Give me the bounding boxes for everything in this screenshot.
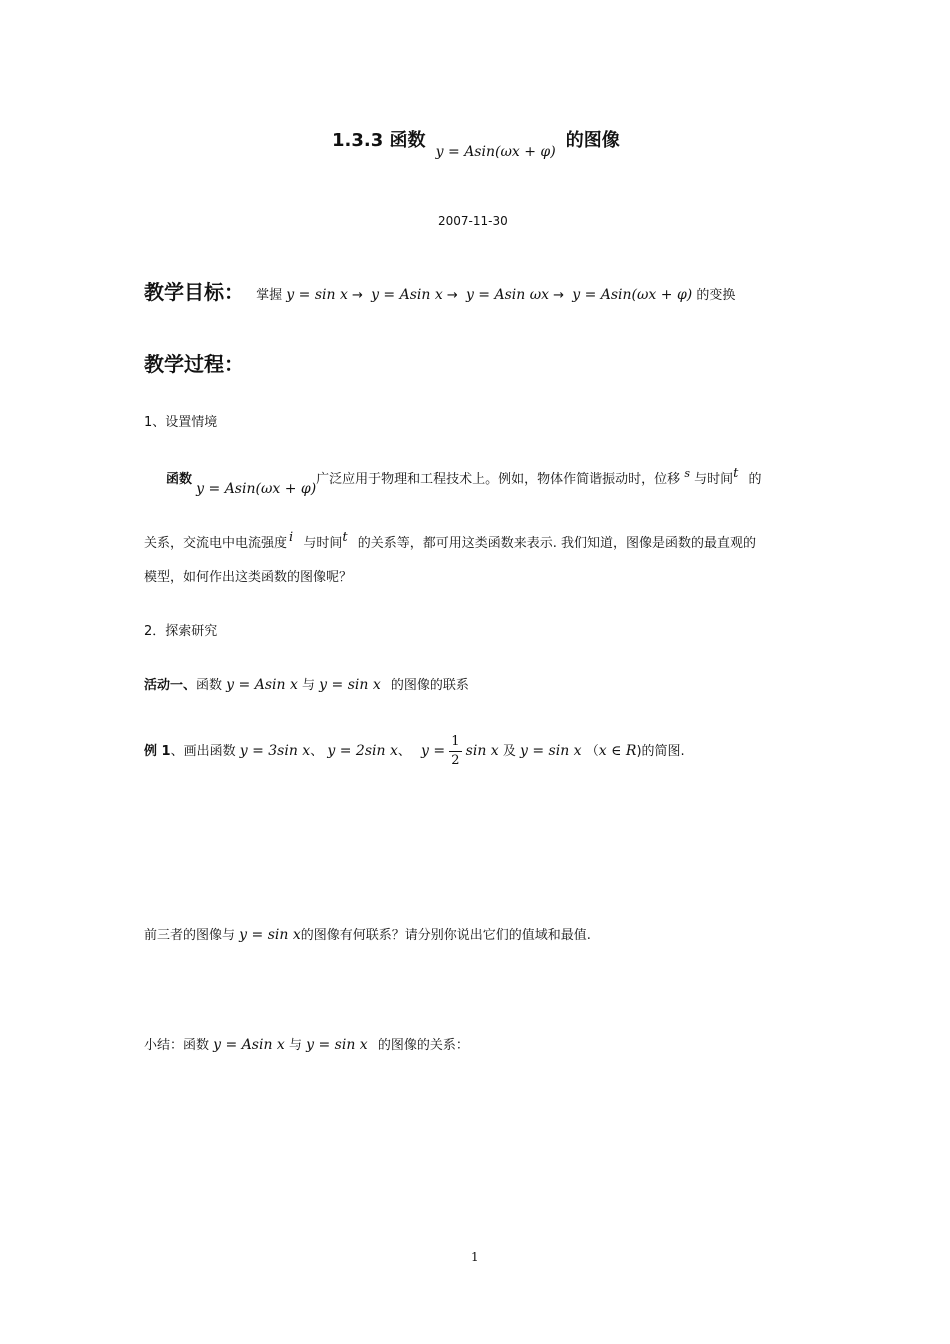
objective-formula-1: y = sin x (286, 287, 348, 303)
objectives-line (144, 276, 735, 305)
p2-text-b: 与时间 (303, 536, 343, 551)
objective-formula-3: y = Asin ωx (465, 287, 550, 303)
section-2-label: 2．探索研究 (144, 624, 218, 639)
example-text: 、画出函数 (170, 744, 236, 759)
activity-formula-1: y = Asin x (226, 677, 298, 693)
p1-text-a: 广泛应用于物理和工程技术上。例如，物体作简谐振动时，位移 (316, 472, 681, 487)
summary-line (144, 1034, 469, 1053)
objectives-tail: 的变换 (696, 288, 736, 303)
example-sep-2: 、 (397, 744, 411, 759)
activity-tail: 的图像的联系 (390, 678, 469, 693)
example-and: 及 (502, 744, 516, 759)
p1-text-c: 的 (748, 472, 762, 487)
question-formula: y = sin x (239, 927, 301, 943)
p2-text-c: 的关系等，都可用这类函数来表示. 我们知道，图像是函数的最直观的 (357, 536, 756, 551)
var-t-2: t (342, 530, 348, 545)
arrow-2: → (446, 288, 458, 303)
title-suffix: 的图像 (565, 130, 620, 151)
example-formula-3-lhs: y = (421, 743, 446, 759)
example-label: 例 1 (144, 744, 171, 759)
objectives-heading: 教学目标： (144, 280, 244, 304)
example-formula-1: y = 3sin x (239, 743, 311, 759)
page-number: 1 (471, 1250, 479, 1264)
section-1-paragraph-line-2 (144, 532, 756, 551)
objective-formula-4: y = Asin(ωx + φ) (572, 287, 693, 303)
p1-text-b: 与时间 (694, 472, 734, 487)
summary-formula-2: y = sin x (306, 1037, 368, 1053)
p1-bold-term: 函数 (166, 472, 193, 487)
p1-formula: y = Asin(ωx + φ) (196, 481, 317, 497)
p2-text-a: 关系，交流电中电流强度 (144, 536, 288, 551)
page-title (332, 126, 620, 160)
var-s: s (684, 467, 690, 480)
activity-label: 活动一、 (144, 678, 197, 693)
question-line (144, 924, 591, 943)
question-text-a: 前三者的图像与 (144, 928, 236, 943)
example-paren-right: ) (636, 744, 642, 759)
example-formula-2: y = 2sin x (327, 743, 398, 759)
example-sep-1: 、 (310, 744, 324, 759)
activity-text: 函数 (196, 678, 223, 693)
objective-formula-2: y = Asin x (371, 287, 443, 303)
example-1-line (144, 733, 685, 770)
example-formula-3-rhs: sin x (465, 743, 499, 759)
example-fraction-half (449, 733, 461, 770)
section-1-paragraph-line-1 (166, 466, 762, 497)
summary-text-a: 小结：函数 (144, 1038, 210, 1053)
arrow-1: → (352, 288, 363, 303)
process-heading: 教学过程： (144, 352, 244, 376)
var-t: t (733, 466, 739, 481)
var-i: i (289, 530, 294, 545)
example-formula-4: y = sin x (520, 743, 582, 759)
activity-mid: 与 (302, 678, 316, 693)
document-date: 2007-11-30 (438, 214, 508, 228)
summary-tail: 的图像的关系： (377, 1038, 469, 1053)
summary-mid: 与 (288, 1038, 302, 1053)
fraction-numerator: 1 (449, 733, 461, 752)
section-1-label: 1、设置情境 (144, 415, 218, 430)
question-text-b: 的图像有何联系？请分别你说出它们的值域和最值. (300, 928, 591, 943)
example-paren-left: （ (585, 744, 599, 759)
activity-formula-2: y = sin x (319, 677, 381, 693)
arrow-3: → (553, 288, 565, 303)
example-domain: x ∈ R (598, 743, 637, 759)
section-1-paragraph-line-3: 模型，如何作出这类函数的图像呢？ (144, 570, 353, 585)
objectives-lead: 掌握 (256, 288, 283, 303)
example-tail: 的简图. (641, 744, 685, 759)
title-prefix: 1.3.3 函数 (332, 130, 426, 151)
summary-formula-1: y = Asin x (213, 1037, 285, 1053)
fraction-denominator: 2 (451, 753, 460, 768)
activity-one-line (144, 674, 469, 693)
title-formula: y = Asin(ωx + φ) (435, 144, 556, 160)
